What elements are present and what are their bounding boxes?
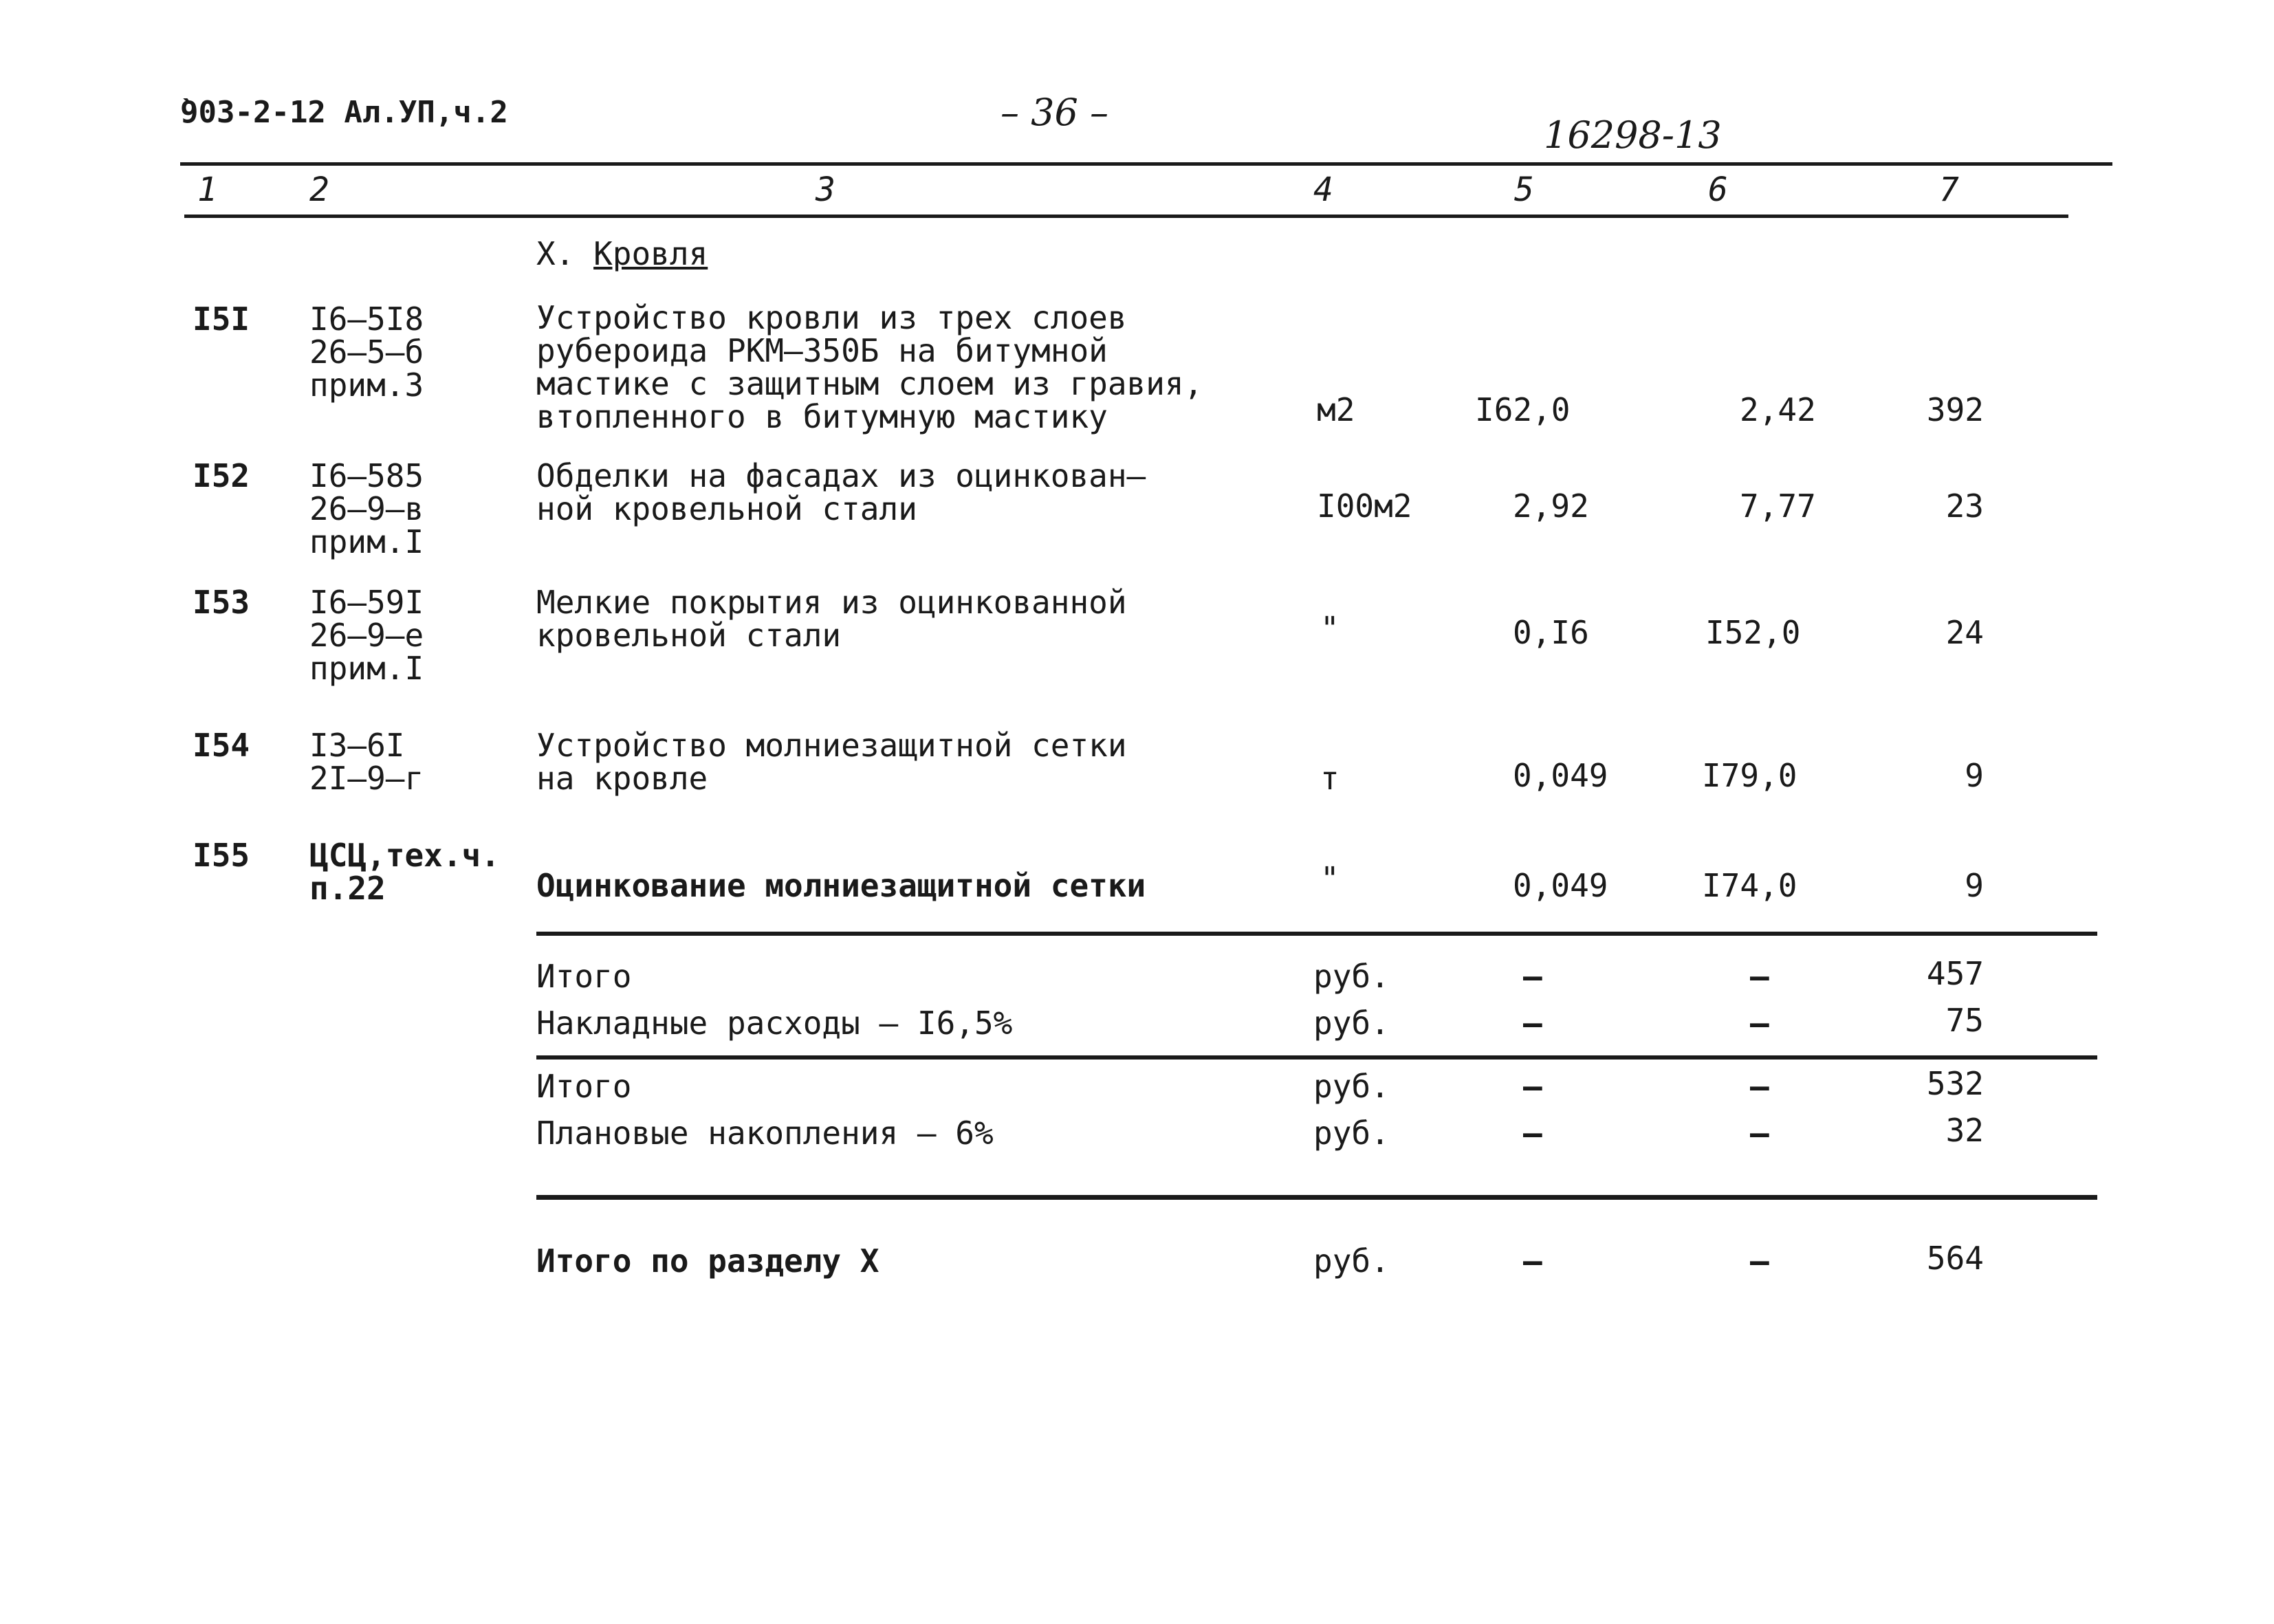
summary-total: 457 (1926, 955, 1984, 992)
row-code (309, 839, 500, 905)
row-description (536, 869, 1146, 902)
summary-total: 532 (1926, 1065, 1984, 1102)
row-description-line: на кровле (536, 760, 708, 797)
column-number-2: 2 (309, 171, 329, 209)
row-code-line: I6–585 (309, 457, 424, 494)
row-description-line: Устройство молниезащитной сетки (536, 727, 1127, 764)
summary-rule-3 (536, 1195, 2097, 1200)
section-title (536, 237, 708, 270)
row-total: 9 (1965, 867, 1984, 904)
row-code (309, 459, 424, 558)
page-number: – 36 – (1001, 91, 1109, 134)
summary-qty-dash: – (1523, 1115, 1542, 1152)
row-unit: " (1320, 610, 1340, 647)
row-description-line: Оцинкование молниезащитной сетки (536, 867, 1146, 904)
summary-qty-dash: – (1523, 1242, 1542, 1280)
row-description (536, 586, 1127, 652)
row-description-line: втопленного в битумную мастику (536, 398, 1108, 435)
row-code-line: прим.3 (309, 366, 424, 404)
row-description (536, 729, 1127, 795)
row-number: I55 (193, 837, 250, 874)
row-number: I52 (193, 457, 250, 494)
row-code-line: прим.I (309, 650, 424, 687)
row-total: 392 (1926, 391, 1984, 428)
row-quantity: I62,0 (1475, 391, 1571, 428)
row-description-line: Устройство кровли из трех слоев (536, 299, 1127, 336)
column-number-7: 7 (1939, 171, 1959, 209)
column-number-6: 6 (1708, 171, 1728, 209)
summary-label: Плановые накопления – 6% (536, 1115, 994, 1152)
row-unit: I00м2 (1317, 487, 1412, 525)
summary-rule-1 (536, 932, 2097, 936)
summary-rule-2 (536, 1055, 2097, 1060)
summary-price-dash: – (1750, 1068, 1769, 1105)
row-total: 23 (1945, 487, 1984, 525)
row-number: I53 (193, 584, 250, 621)
row-code-line: 26–9–е (309, 617, 424, 654)
inventory-number: 16298-13 (1544, 113, 1722, 157)
row-unit: т (1320, 760, 1340, 797)
summary-label: Итого (536, 958, 632, 995)
document-code: ̀903-2-12 Ал.УП,ч.2 (180, 95, 508, 130)
summary-unit: руб. (1313, 1068, 1390, 1105)
row-unit-price: I74,0 (1702, 867, 1797, 904)
row-description (536, 301, 1203, 433)
row-code-line: п.22 (309, 870, 386, 907)
row-code (309, 300, 424, 404)
header-bottom-rule (184, 215, 2068, 218)
row-number: I5I (193, 300, 250, 338)
row-total: 24 (1945, 614, 1984, 651)
summary-total: 75 (1945, 1002, 1984, 1039)
section-title-text: Кровля (593, 235, 708, 272)
summary-price-dash: – (1750, 1005, 1769, 1042)
summary-unit: руб. (1313, 1005, 1390, 1042)
row-quantity: 0,I6 (1513, 614, 1589, 651)
row-description-line: ной кровельной стали (536, 490, 917, 527)
summary-total: 564 (1926, 1240, 1984, 1277)
row-quantity: 0,049 (1513, 867, 1608, 904)
row-description (536, 459, 1146, 525)
row-code-line: прим.I (309, 523, 424, 560)
row-code-line: I6–5I8 (309, 300, 424, 338)
section-title-prefix: Х. (536, 235, 594, 272)
row-number: I54 (193, 727, 250, 764)
row-code-line: 2I–9–г (309, 760, 424, 797)
row-description-line: рубероида РКМ–350Б на битумной (536, 332, 1108, 369)
summary-price-dash: – (1750, 1115, 1769, 1152)
row-quantity: 0,049 (1513, 757, 1608, 794)
column-number-4: 4 (1313, 171, 1333, 209)
summary-qty-dash: – (1523, 1005, 1542, 1042)
row-code-line: I3–6I (309, 727, 405, 764)
row-code (309, 729, 424, 795)
summary-label: Накладные расходы – I6,5% (536, 1005, 1013, 1042)
row-unit-price: I79,0 (1702, 757, 1797, 794)
header-top-rule (180, 162, 2112, 166)
row-code (309, 586, 424, 685)
row-unit: " (1320, 860, 1340, 897)
summary-label: Итого по разделу Х (536, 1242, 879, 1280)
summary-price-dash: – (1750, 958, 1769, 995)
row-total: 9 (1965, 757, 1984, 794)
summary-qty-dash: – (1523, 958, 1542, 995)
summary-price-dash: – (1750, 1242, 1769, 1280)
row-unit: м2 (1317, 391, 1355, 428)
row-description-line: кровельной стали (536, 617, 842, 654)
row-unit-price: I52,0 (1705, 614, 1801, 651)
column-number-1: 1 (197, 171, 217, 209)
row-code-line: ЦСЦ,тех.ч. (309, 837, 500, 874)
row-code-line: 26–5–б (309, 333, 424, 371)
summary-unit: руб. (1313, 1115, 1390, 1152)
row-unit-price: 2,42 (1740, 391, 1816, 428)
row-code-line: 26–9–в (309, 490, 424, 527)
summary-label: Итого (536, 1068, 632, 1105)
row-description-line: мастике с защитным слоем из гравия, (536, 365, 1203, 402)
summary-total: 32 (1945, 1112, 1984, 1149)
row-code-line: I6–59I (309, 584, 424, 621)
column-number-5: 5 (1514, 171, 1534, 209)
row-description-line: Обделки на фасадах из оцинкован– (536, 457, 1146, 494)
row-unit-price: 7,77 (1740, 487, 1816, 525)
summary-qty-dash: – (1523, 1068, 1542, 1105)
summary-unit: руб. (1313, 958, 1390, 995)
row-description-line: Мелкие покрытия из оцинкованной (536, 584, 1127, 621)
row-quantity: 2,92 (1513, 487, 1589, 525)
summary-unit: руб. (1313, 1242, 1390, 1280)
column-number-3: 3 (816, 171, 835, 209)
